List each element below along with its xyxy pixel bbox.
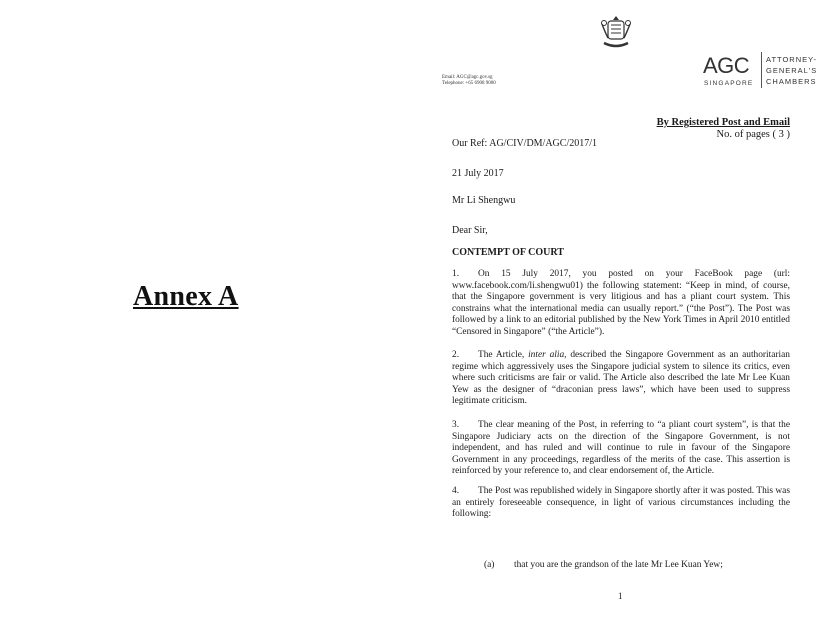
subitem-text: that you are the grandson of the late Mr Lee Kuan Yew; xyxy=(514,560,723,570)
logo-abbreviation: AGC xyxy=(703,53,750,78)
annex-title: Annex A xyxy=(133,281,239,312)
paragraph-text-lead: The Article, xyxy=(478,350,529,360)
delivery-method: By Registered Post and Email xyxy=(656,117,790,128)
paragraph-4 xyxy=(452,486,790,521)
reference-number: Our Ref: AG/CIV/DM/AGC/2017/1 xyxy=(452,138,597,149)
paragraph-1 xyxy=(452,269,790,339)
paragraph-number: 4. xyxy=(452,486,460,496)
subitem-a xyxy=(484,560,723,570)
paragraph-3 xyxy=(452,420,790,478)
logo-country: SINGAPORE xyxy=(704,80,754,87)
paragraph-text: The Post was republished widely in Singapore shortly after it was posted. This was an entirely foreseeable consequence, in light of various circumstances including the following: xyxy=(452,486,790,520)
paragraph-italic-phrase: inter alia xyxy=(528,350,565,360)
paragraph-number: 3. xyxy=(452,420,460,430)
logo-name xyxy=(766,54,817,87)
salutation: Dear Sir, xyxy=(452,225,488,236)
logo-divider xyxy=(761,52,762,88)
logo-name-line: ATTORNEY- xyxy=(766,55,817,64)
paragraph-2 xyxy=(452,350,790,408)
letterhead-email: Email: AGC@agc.gov.sg xyxy=(442,75,493,80)
paragraph-number: 1. xyxy=(452,269,460,279)
paragraph-text: The clear meaning of the Post, in referring to “a pliant court system”, is that the Singapore Judiciary acts on the direction of the Singapore Government, is not independent, and has ruled and will continue to rule in favour of the Singapore Government in any proceedings, regardless of the merits of the case. This assertion is reinforced by your reference to, and clear endorsement of, the Article. xyxy=(452,420,790,477)
coat-of-arms-icon xyxy=(596,12,636,52)
paragraph-text: On 15 July 2017, you posted on your FaceBook page (url: www.facebook.com/li.shengwu01) the following statement: “Keep in mind, of course, that the Singapore government is very litigious and has a pliant court system. This constrains what the international media can usually report.” (“the Post”). The Post was followed by a link to an editorial published by the New York Times in April 2010 entitled “Censored in Singapore” (“the Article”). xyxy=(452,269,790,337)
letter-date: 21 July 2017 xyxy=(452,168,504,179)
paragraph-text: , described the Singapore Government as an authoritarian regime which aggressively uses the Singapore judicial system to silence its critics, even where such criticisms are fair or valid. The Article also described the late Mr Lee Kuan Yew as the designer of “draconian press laws”, which have been used to suppress legitimate criticism. xyxy=(452,350,790,407)
letterhead-contact xyxy=(442,75,496,87)
logo-name-line: CHAMBERS xyxy=(766,77,817,86)
letterhead-telephone: Telephone: +65 6908 9000 xyxy=(442,81,496,86)
subject-heading: CONTEMPT OF COURT xyxy=(452,247,564,258)
logo-name-line: GENERAL'S xyxy=(766,66,818,75)
subitem-label: (a) xyxy=(484,560,495,570)
recipient-name: Mr Li Shengwu xyxy=(452,195,516,206)
page-number: 1 xyxy=(618,591,623,601)
paragraph-number: 2. xyxy=(452,350,460,360)
page-count: No. of pages ( 3 ) xyxy=(716,129,790,140)
